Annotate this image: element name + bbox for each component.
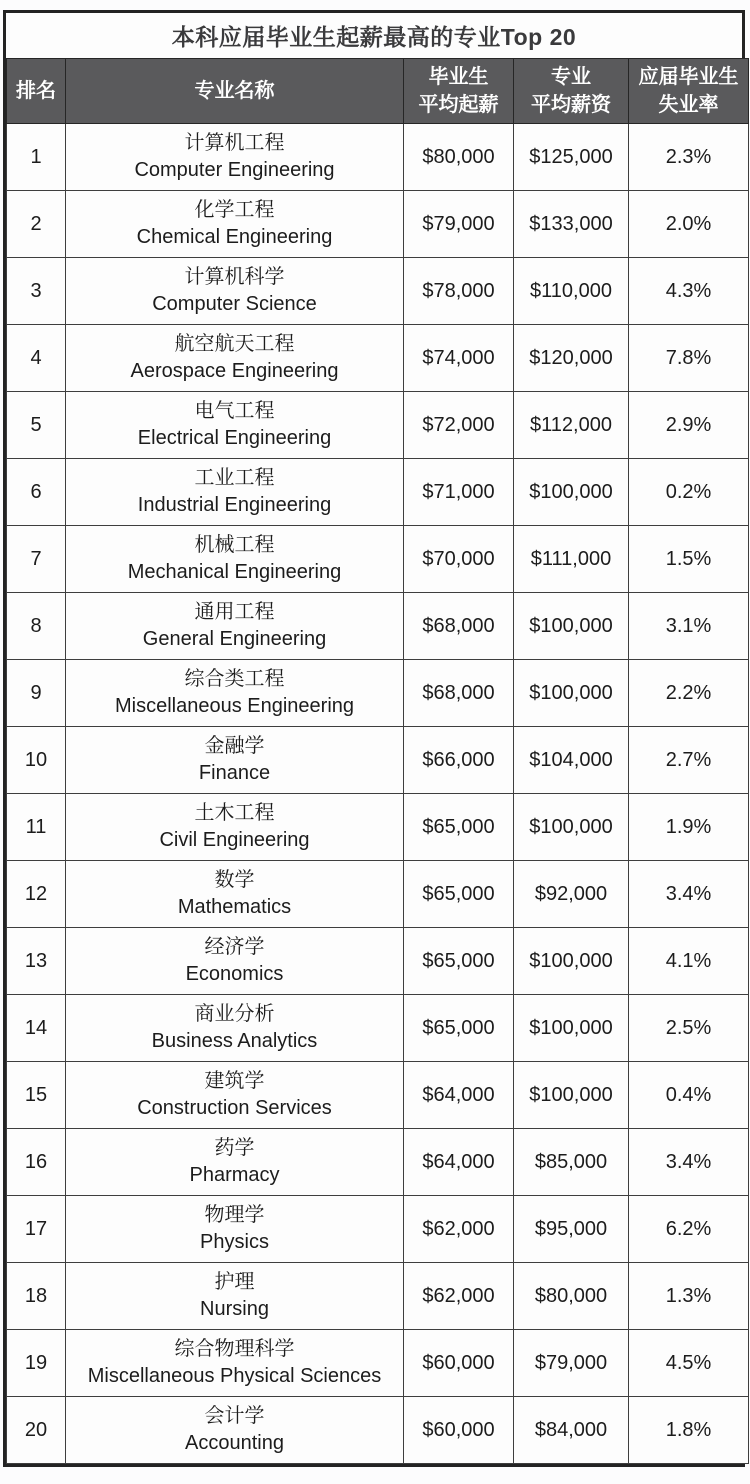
major-name-zh: 会计学 — [204, 1405, 265, 1427]
rank-cell: 3 — [7, 258, 66, 325]
starting-salary-cell: $68,000 — [404, 593, 514, 660]
major-name-en: Construction Services — [137, 1097, 332, 1119]
major-name-en: Chemical Engineering — [136, 226, 333, 248]
table-row — [7, 1062, 749, 1129]
major-name-en: Industrial Engineering — [137, 494, 332, 516]
major-name-en: Computer Engineering — [134, 159, 335, 181]
average-salary-cell: $133,000 — [514, 191, 629, 258]
starting-salary-cell: $65,000 — [404, 995, 514, 1062]
unemployment-rate-cell: 6.2% — [629, 1196, 749, 1263]
major-cell — [66, 861, 404, 928]
major-name-zh: 经济学 — [204, 936, 265, 958]
major-name-en: Mathematics — [177, 896, 292, 918]
table-row — [7, 1397, 749, 1464]
starting-salary-cell: $64,000 — [404, 1062, 514, 1129]
average-salary-cell: $85,000 — [514, 1129, 629, 1196]
major-cell — [66, 593, 404, 660]
table-head — [7, 59, 749, 124]
rank-cell: 4 — [7, 325, 66, 392]
major-name-zh: 药学 — [214, 1137, 255, 1159]
average-salary-cell: $125,000 — [514, 124, 629, 191]
average-salary-cell: $95,000 — [514, 1196, 629, 1263]
table-row — [7, 124, 749, 191]
unemployment-rate-cell: 1.3% — [629, 1263, 749, 1330]
average-salary-cell: $120,000 — [514, 325, 629, 392]
unemployment-rate-cell: 0.4% — [629, 1062, 749, 1129]
table-row — [7, 1129, 749, 1196]
major-name-zh: 数学 — [214, 869, 255, 891]
major-name-en: Business Analytics — [151, 1030, 318, 1052]
column-header-new-grad-unemployment-rate: 应届毕业生 失业率 — [629, 59, 749, 124]
unemployment-rate-cell: 4.3% — [629, 258, 749, 325]
average-salary-cell: $111,000 — [514, 526, 629, 593]
major-name-zh: 电气工程 — [194, 400, 275, 422]
major-name-zh: 物理学 — [204, 1204, 265, 1226]
major-name-zh: 工业工程 — [194, 467, 275, 489]
major-name-en: Electrical Engineering — [137, 427, 332, 449]
table-row — [7, 258, 749, 325]
unemployment-rate-cell: 2.2% — [629, 660, 749, 727]
major-name-zh: 综合物理科学 — [174, 1338, 295, 1360]
starting-salary-cell: $80,000 — [404, 124, 514, 191]
rank-cell: 5 — [7, 392, 66, 459]
major-cell — [66, 1397, 404, 1464]
major-name-zh: 计算机科学 — [184, 266, 285, 288]
starting-salary-cell: $71,000 — [404, 459, 514, 526]
major-cell — [66, 392, 404, 459]
table-row — [7, 1263, 749, 1330]
starting-salary-cell: $60,000 — [404, 1397, 514, 1464]
major-name-en: Pharmacy — [189, 1164, 280, 1186]
rank-cell: 6 — [7, 459, 66, 526]
major-name-en: General Engineering — [142, 628, 327, 650]
major-name-zh: 航空航天工程 — [174, 333, 295, 355]
average-salary-cell: $110,000 — [514, 258, 629, 325]
major-cell — [66, 1062, 404, 1129]
major-cell — [66, 459, 404, 526]
unemployment-rate-cell: 3.4% — [629, 1129, 749, 1196]
major-cell — [66, 995, 404, 1062]
major-cell — [66, 526, 404, 593]
starting-salary-cell: $65,000 — [404, 928, 514, 995]
major-name-en: Nursing — [200, 1298, 269, 1320]
starting-salary-cell: $78,000 — [404, 258, 514, 325]
salary-table — [6, 58, 749, 1464]
average-salary-cell: $100,000 — [514, 995, 629, 1062]
table-row — [7, 727, 749, 794]
average-salary-cell: $100,000 — [514, 660, 629, 727]
rank-cell: 15 — [7, 1062, 66, 1129]
major-name-zh: 商业分析 — [194, 1003, 275, 1025]
major-name-en: Physics — [200, 1231, 269, 1253]
major-name-zh: 护理 — [214, 1271, 255, 1293]
major-name-en: Economics — [185, 963, 284, 985]
table-row — [7, 191, 749, 258]
table-row — [7, 325, 749, 392]
unemployment-rate-cell: 0.2% — [629, 459, 749, 526]
average-salary-cell: $79,000 — [514, 1330, 629, 1397]
major-cell — [66, 124, 404, 191]
column-header-major-name: 专业名称 — [66, 59, 404, 124]
major-name-zh: 化学工程 — [194, 199, 275, 221]
major-name-en: Finance — [198, 762, 271, 784]
unemployment-rate-cell: 1.8% — [629, 1397, 749, 1464]
major-cell — [66, 794, 404, 861]
starting-salary-cell: $62,000 — [404, 1196, 514, 1263]
unemployment-rate-cell: 2.7% — [629, 727, 749, 794]
rank-cell: 9 — [7, 660, 66, 727]
major-name-zh: 计算机工程 — [184, 132, 285, 154]
starting-salary-cell: $65,000 — [404, 861, 514, 928]
starting-salary-cell: $68,000 — [404, 660, 514, 727]
unemployment-rate-cell: 3.1% — [629, 593, 749, 660]
starting-salary-cell: $74,000 — [404, 325, 514, 392]
major-name-zh: 综合类工程 — [184, 668, 285, 690]
table-container — [3, 10, 745, 1467]
major-name-en: Civil Engineering — [159, 829, 310, 851]
table-row — [7, 392, 749, 459]
unemployment-rate-cell: 2.3% — [629, 124, 749, 191]
rank-cell: 11 — [7, 794, 66, 861]
table-row — [7, 995, 749, 1062]
rank-cell: 20 — [7, 1397, 66, 1464]
major-name-zh: 通用工程 — [194, 601, 275, 623]
starting-salary-cell: $65,000 — [404, 794, 514, 861]
major-cell — [66, 1129, 404, 1196]
major-cell — [66, 928, 404, 995]
table-row — [7, 526, 749, 593]
starting-salary-cell: $64,000 — [404, 1129, 514, 1196]
major-name-en: Computer Science — [152, 293, 317, 315]
major-name-en: Aerospace Engineering — [130, 360, 339, 382]
average-salary-cell: $100,000 — [514, 1062, 629, 1129]
major-name-en: Accounting — [185, 1432, 284, 1454]
average-salary-cell: $84,000 — [514, 1397, 629, 1464]
major-name-zh: 机械工程 — [194, 534, 275, 556]
table-body — [7, 124, 749, 1464]
unemployment-rate-cell: 4.5% — [629, 1330, 749, 1397]
rank-cell: 18 — [7, 1263, 66, 1330]
unemployment-rate-cell: 2.5% — [629, 995, 749, 1062]
column-header-major-avg-salary: 专业 平均薪资 — [514, 59, 629, 124]
table-row — [7, 1330, 749, 1397]
unemployment-rate-cell: 1.9% — [629, 794, 749, 861]
average-salary-cell: $100,000 — [514, 593, 629, 660]
average-salary-cell: $100,000 — [514, 794, 629, 861]
unemployment-rate-cell: 3.4% — [629, 861, 749, 928]
major-cell — [66, 258, 404, 325]
rank-cell: 12 — [7, 861, 66, 928]
rank-cell: 14 — [7, 995, 66, 1062]
column-header-graduate-avg-starting-salary: 毕业生 平均起薪 — [404, 59, 514, 124]
major-name-en: Miscellaneous Physical Sciences — [87, 1365, 382, 1387]
major-name-zh: 金融学 — [204, 735, 265, 757]
rank-cell: 8 — [7, 593, 66, 660]
unemployment-rate-cell: 2.0% — [629, 191, 749, 258]
rank-cell: 19 — [7, 1330, 66, 1397]
table-row — [7, 794, 749, 861]
major-name-en: Miscellaneous Engineering — [114, 695, 355, 717]
table-row — [7, 928, 749, 995]
major-cell — [66, 1330, 404, 1397]
rank-cell: 10 — [7, 727, 66, 794]
starting-salary-cell: $62,000 — [404, 1263, 514, 1330]
starting-salary-cell: $72,000 — [404, 392, 514, 459]
average-salary-cell: $92,000 — [514, 861, 629, 928]
average-salary-cell: $112,000 — [514, 392, 629, 459]
rank-cell: 7 — [7, 526, 66, 593]
major-cell — [66, 1263, 404, 1330]
average-salary-cell: $100,000 — [514, 459, 629, 526]
starting-salary-cell: $70,000 — [404, 526, 514, 593]
table-row — [7, 660, 749, 727]
major-cell — [66, 660, 404, 727]
rank-cell: 2 — [7, 191, 66, 258]
table-row — [7, 593, 749, 660]
major-name-zh: 建筑学 — [204, 1070, 265, 1092]
major-name-en: Mechanical Engineering — [127, 561, 342, 583]
major-cell — [66, 1196, 404, 1263]
rank-cell: 1 — [7, 124, 66, 191]
starting-salary-cell: $79,000 — [404, 191, 514, 258]
table-row — [7, 459, 749, 526]
unemployment-rate-cell: 2.9% — [629, 392, 749, 459]
average-salary-cell: $80,000 — [514, 1263, 629, 1330]
major-name-zh: 土木工程 — [194, 802, 275, 824]
average-salary-cell: $100,000 — [514, 928, 629, 995]
unemployment-rate-cell: 1.5% — [629, 526, 749, 593]
rank-cell: 13 — [7, 928, 66, 995]
average-salary-cell: $104,000 — [514, 727, 629, 794]
table-row — [7, 861, 749, 928]
major-cell — [66, 727, 404, 794]
unemployment-rate-cell: 4.1% — [629, 928, 749, 995]
rank-cell: 17 — [7, 1196, 66, 1263]
starting-salary-cell: $66,000 — [404, 727, 514, 794]
table-title: 本科应届毕业生起薪最高的专业Top 20 — [6, 13, 742, 58]
major-cell — [66, 325, 404, 392]
unemployment-rate-cell: 7.8% — [629, 325, 749, 392]
starting-salary-cell: $60,000 — [404, 1330, 514, 1397]
column-header-rank: 排名 — [7, 59, 66, 124]
rank-cell: 16 — [7, 1129, 66, 1196]
table-row — [7, 1196, 749, 1263]
header-row — [7, 59, 749, 124]
major-cell — [66, 191, 404, 258]
